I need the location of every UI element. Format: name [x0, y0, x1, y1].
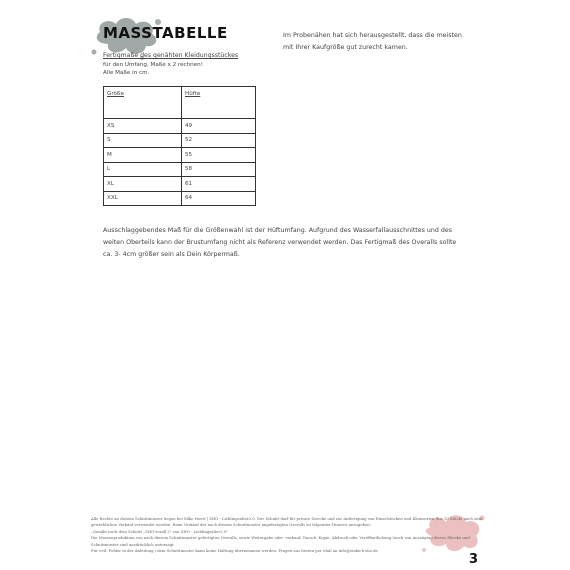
footer-line-4: Für evtl. Fehler in der Anleitung / dem Schnittmuster kann keine Haftung übernommen werden. Fragen aus besten per Mail an info@einfach-sho.de	[91, 548, 378, 554]
cell-size: XXL	[104, 191, 182, 206]
page-number: 3	[469, 552, 479, 567]
cell-hip: 61	[182, 177, 256, 192]
intro-text: Im Probenähen hat sich herausgestellt, dass die meisten mit Ihrer Kaufgröße gut zurecht kamen.	[283, 32, 462, 51]
cell-size: XS	[104, 119, 182, 134]
body-paragraph: Ausschlaggebendes Maß für die Größenwahl ist der Hüftumfang. Aufgrund des Wasserfallausschnittes und des weiten Oberteils kann der Brustumfang nicht als Referenz verwendet werden. Das Fertigmaß des Overalls sollte ca. 3- 4cm größer sein als Dein Körpermaß.	[103, 227, 457, 258]
footer-line-3: Die Massenproduktion von nach diesem Schnittmuster gefertigten Overalls, sowie Weitergabe oder -verkauf, Tausch, Kopie, Abdruck oder Veröffentlichung (auch von Auszügen) dieses Ebooks und Schnittmuster sind ausdrücklich untersagt.	[91, 535, 470, 547]
cell-size: S	[104, 133, 182, 148]
table-row	[104, 148, 256, 163]
subtitle: Fertigmaße des genähten Kleidungsstückes	[103, 52, 239, 59]
table-row	[104, 133, 256, 148]
table-row	[104, 191, 256, 206]
cell-size: XL	[104, 177, 182, 192]
header-hip: Hüfte	[182, 87, 256, 119]
cell-size: M	[104, 148, 182, 163]
table-row	[104, 119, 256, 134]
note-line-1: für den Umfang, Maße x 2 rechnen!	[103, 62, 203, 68]
cell-hip: 58	[182, 162, 256, 177]
footer-line-1: Alle Rechte an diesem Schnittmuster liegen bei Silke Hoerl | SHO - Lieblingsalter2.0. Der Schnitt darf für private Zwecke und zur Anfertigung von Einzelstücken und Kleinserien (bis 10 Stück) nach zum gewerblichen Verkauf verwendet werden. Beim Verkauf der nach diesem Schnittmuster angefertigten Overalls ist folgender Hinweis anzugeben:	[91, 516, 483, 528]
cell-hip: 49	[182, 119, 256, 134]
cell-size: L	[104, 162, 182, 177]
table-header-row	[104, 87, 256, 119]
cell-hip: 52	[182, 133, 256, 148]
note-line-2: Alle Maße in cm.	[103, 70, 150, 76]
footer-legal	[91, 516, 486, 554]
cell-hip: 64	[182, 191, 256, 206]
cell-hip: 55	[182, 148, 256, 163]
header-size: Größe	[104, 87, 182, 119]
table-row	[104, 177, 256, 192]
table-row	[104, 162, 256, 177]
size-table	[103, 86, 256, 206]
page-title: MASSTABELLE	[103, 24, 228, 42]
footer-line-2: „Genäht nach dem Schnitt „SHO'verall 2" von SHO - Lieblingsalter2.0"	[91, 528, 229, 534]
